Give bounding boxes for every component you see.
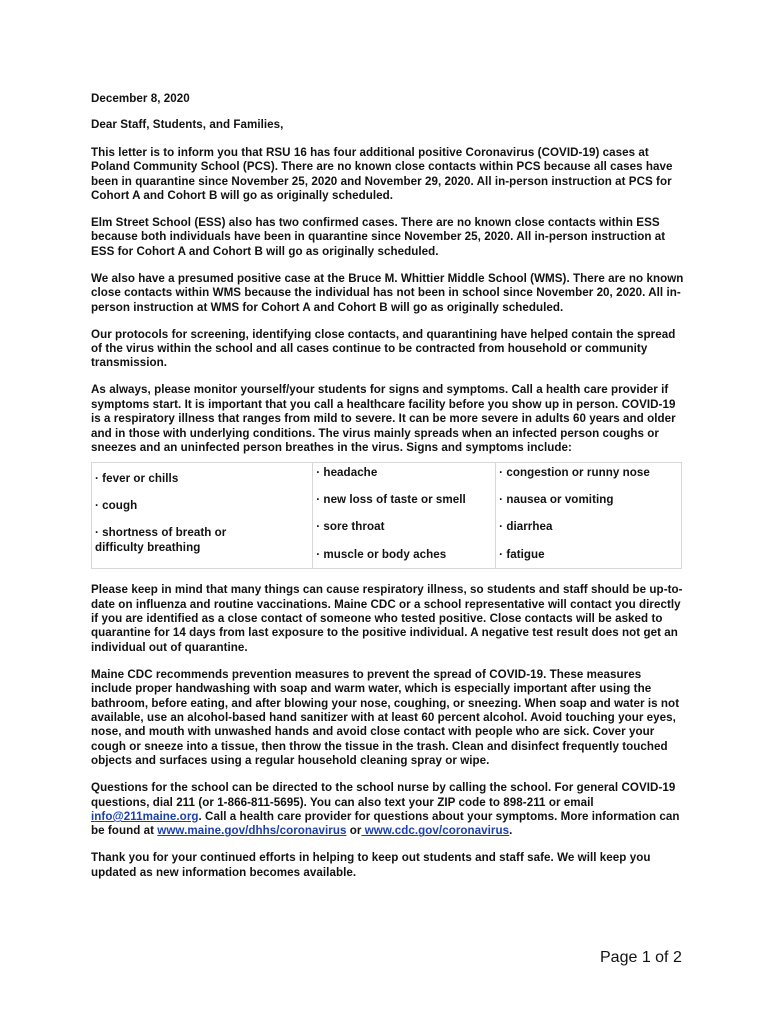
- email-link[interactable]: info@211maine.org: [91, 810, 199, 823]
- paragraph-symptoms-intro: As always, please monitor yourself/your students for signs and symptoms. Call a health care provider if symptoms start. It is important that you call a healthcare facility before you show up in person. COVID-19 is a respiratory illness that ranges from mild to severe. It can be more severe in adults 60 years and older and in those with underlying conditions. The virus mainly spreads when an infected person coughs or sneezes and an uninfected person breathes in the virus. Signs and symptoms include:: [91, 383, 676, 455]
- symptom-item: · nausea or vomiting: [499, 492, 614, 506]
- paragraph-pcs-cases: This letter is to inform you that RSU 16 has four additional positive Coronavirus (COVID-19) cases at Poland Community School (PCS). There are no known close contacts within PCS because all cases have been in quarantine since November 25, 2020 and November 29, 2020. All in-person instruction at PCS for Cohort A and Cohort B will go as originally scheduled.: [91, 145, 673, 203]
- paragraph-vaccination: Please keep in mind that many things can cause respiratory illness, so students and staff should be up-to-date on influenza and routine vaccinations. Maine CDC or a school representative will contact you directly if you are identified as a close contact of someone who tested positive. Close contacts will be asked to quarantine for 14 days from last exposure to the positive individual. A negative test result does not get an individual out of quarantine.: [91, 583, 683, 654]
- symptom-item: · sore throat: [316, 520, 385, 534]
- symptom-item: · fatigue: [499, 547, 545, 561]
- symptom-item: · fever or chills: [95, 471, 179, 485]
- symptom-item: · muscle or body aches: [316, 547, 447, 561]
- symptoms-column-2: [313, 462, 496, 569]
- contact-text-1: Questions for the school can be directed to the school nurse by calling the school. For general COVID-19 questions, dial 211 (or 1-866-811-5695). You can also text your ZIP code to 898-211 or email: [91, 781, 676, 809]
- contact-text-2: . Call a health care provider for questions about your symptoms. More information can be found at: [91, 810, 680, 838]
- symptoms-column-1: [92, 462, 313, 569]
- symptoms-table: [91, 462, 682, 570]
- table-row: [92, 462, 682, 569]
- page-number: Page 1 of 2: [600, 949, 682, 966]
- letter-greeting: Dear Staff, Students, and Families,: [91, 118, 284, 132]
- letter-date: December 8, 2020: [91, 92, 190, 105]
- symptom-item: · new loss of taste or smell: [316, 492, 466, 506]
- symptom-item: · headache: [316, 465, 378, 479]
- maine-dhhs-link[interactable]: www.maine.gov/dhhs/coronavirus: [157, 824, 347, 838]
- contact-text-3: or: [346, 824, 362, 838]
- symptom-item: · shortness of breath or difficulty breathing: [95, 526, 227, 554]
- paragraph-contact-info: [91, 781, 685, 839]
- symptom-item: · congestion or runny nose: [499, 465, 650, 479]
- paragraph-prevention: Maine CDC recommends prevention measures to prevent the spread of COVID-19. These measures include proper handwashing with soap and warm water, which is especially important after using the bathroom, before eating, and after blowing your nose, coughing, or sneezing. When soap and water is not available, use an alcohol-based hand sanitizer with at least 60 percent alcohol. Avoid touching your eyes, nose, and mouth with unwashed hands and avoid close contact with people who are sick. Cover your cough or sneeze into a tissue, then throw the tissue in the trash. Clean and disinfect frequently touched objects and surfaces using a regular household cleaning spray or wipe.: [91, 667, 680, 768]
- paragraph-ess-cases: Elm Street School (ESS) also has two confirmed cases. There are no known close contacts within ESS because both individuals have been in quarantine since November 25, 2020. All in-person instruction at ESS for Cohort A and Cohort B will go as originally scheduled.: [91, 216, 666, 258]
- paragraph-closing: Thank you for your continued efforts in helping to keep out students and staff safe. We will keep you updated as new information becomes available.: [91, 851, 651, 879]
- symptoms-column-3: [496, 462, 682, 569]
- paragraph-protocols: Our protocols for screening, identifying close contacts, and quarantining have helped contain the spread of the virus within the school and all cases continue to be contracted from household or community transmission.: [91, 327, 676, 370]
- paragraph-wms-case: We also have a presumed positive case at the Bruce M. Whittier Middle School (WMS). There are no known close contacts within WMS because the individual has not been in school since November 20, 2020. All in-person instruction at WMS for Cohort A and Cohort B will go as originally scheduled.: [91, 271, 684, 314]
- contact-text-4: .: [509, 824, 513, 838]
- cdc-link[interactable]: www.cdc.gov/coronavirus: [361, 824, 510, 838]
- symptom-item: · diarrhea: [499, 520, 553, 534]
- letter-body: [91, 92, 685, 893]
- symptom-item: · cough: [95, 498, 138, 512]
